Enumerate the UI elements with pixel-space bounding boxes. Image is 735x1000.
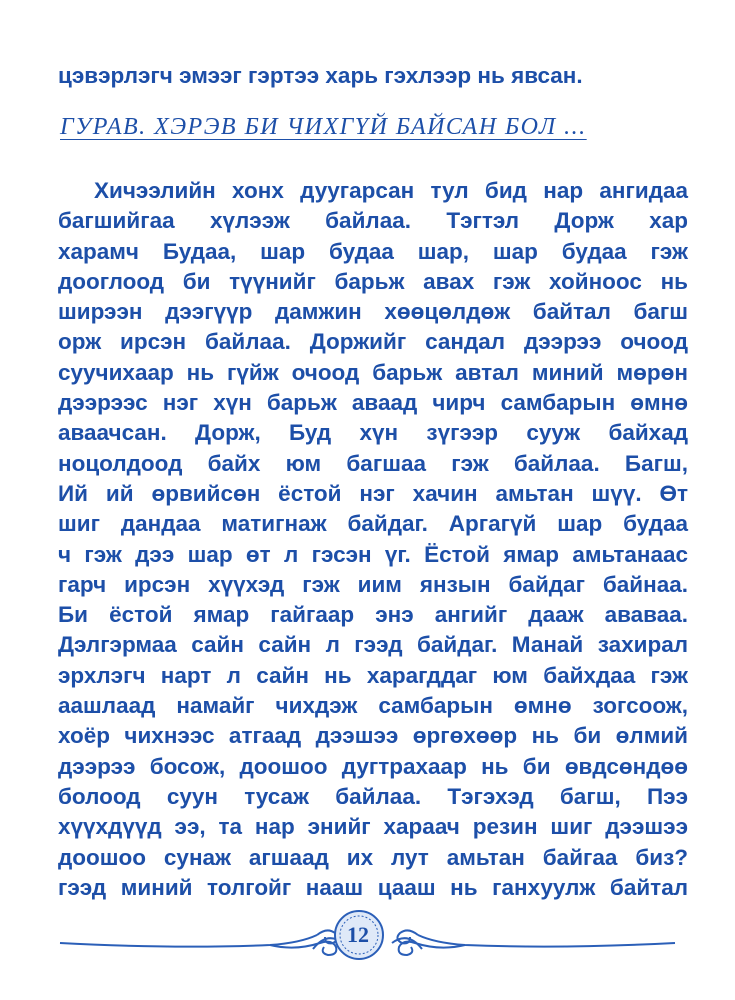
paragraph-line: дооглоод би түүнийг барьж авах гэж хойноос нь [58, 268, 688, 294]
paragraph-line: Би ёстой ямар гайгаар энэ ангийг дааж ававаа. [58, 602, 688, 628]
paragraph-line: хоёр чихнээс атгаад дээшээ өргөхөөр нь би өлмий [58, 723, 688, 749]
paragraph-line: ноцолдоод байх юм багшаа гэж байлаа. Багш, [58, 450, 688, 476]
paragraph-line: гарч ирсэн хүүхэд гэж иим янзын байдаг байнаа. [58, 571, 688, 597]
chapter-heading: ГУРАВ. ХЭРЭВ БИ ЧИХГҮЙ БАЙСАН БОЛ ... [60, 114, 587, 140]
paragraph-line: багшийгаа хүлээж байлаа. Тэгтэл Дорж хар [58, 208, 688, 234]
paragraph-line: Дэлгэрмаа сайн сайн л гээд байдаг. Манай захирал [58, 632, 688, 658]
paragraph-line: болоод суун тусаж байлаа. Тэгэхэд багш, Пээ [58, 783, 688, 809]
paragraph-line: гээд миний толгойг нааш цааш нь ганхуулж байтал [58, 874, 688, 900]
paragraph-line: шиг дандаа матигнаж байдаг. Аргагүй шар будаа [58, 511, 688, 537]
paragraph-line: аваачсан. Дорж, Буд хүн зүгээр сууж байхад [58, 420, 688, 446]
paragraph-line: суучихаар нь гүйж очоод барьж автал миний мөрөн [58, 359, 688, 385]
paragraph-line: ч гэж дээ шар өт л гэсэн үг. Ёстой ямар амьтанаас [58, 541, 688, 567]
page-number: 12 [347, 922, 369, 947]
story-paragraph [58, 176, 688, 903]
paragraph-line: орж ирсэн байлаа. Доржийг сандал дээрээ очоод [58, 329, 688, 355]
paragraph-line: харамч Будаа, шар будаа шар, шар будаа гэж [58, 238, 688, 264]
paragraph-line: аашлаад намайг чихдэж самбарын өмнө зогсоож, [58, 693, 688, 719]
paragraph-line: ширээн дээгүүр дамжин хөөцөлдөж байтал багш [58, 299, 688, 325]
paragraph-line: дээрээ босож, доошоо дугтрахаар нь би өвдсөндөө [58, 753, 688, 779]
paragraph-line: хүүхдүүд ээ, та нар энийг хараач резин шиг дээшээ [58, 814, 688, 840]
paragraph-line: Хичээлийн хонх дуугарсан тул бид нар ангидаа [94, 178, 688, 203]
paragraph-line: доошоо сунаж агшаад их лут амьтан байгаа биз? [58, 844, 688, 870]
paragraph-line: Ий ий өрвийсөн ёстой нэг хачин амьтан шүү. Өт [58, 480, 688, 506]
paragraph-line: эрхлэгч нарт л сайн нь харагддаг юм байхдаа гэж [58, 662, 688, 688]
continued-sentence: цэвэрлэгч эмээг гэртээ харь гэхлээр нь явсан. [58, 63, 583, 88]
paragraph-line: дээрээс нэг хүн барьж аваад чирч самбарын өмнө [58, 390, 688, 416]
